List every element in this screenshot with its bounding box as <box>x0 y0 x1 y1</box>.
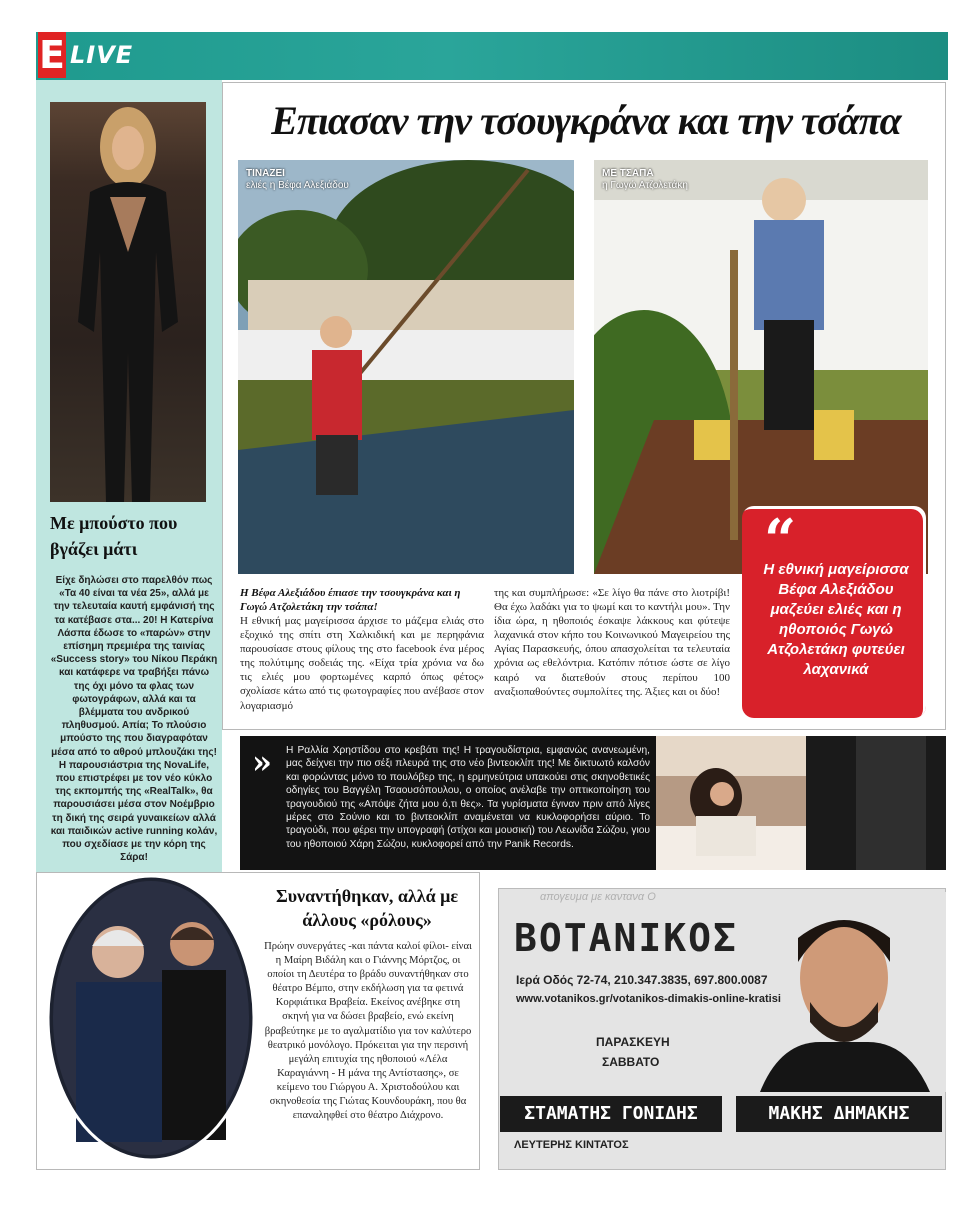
ad-artist-dimakis: ΜΑΚΗΣ ΔΗΜΑΚΗΣ <box>736 1096 942 1132</box>
section-label: LIVE <box>70 41 134 69</box>
main-article-body-col2: της και συμπλήρωσε: «Σε λίγο θα πάνε στο λιοτρίβι! Θα έχω λαδάκι για το ψωμί και το καντήλι μου». Την ίδια ώρα, η ηθοποιός έσκαψε λάκκους και φύτεψε λαχανικά στον κήπο του Κοινωνικού Μαγειρείου της Αγίας Παρασκευής, όπου απασχολείται τα τελευταία χρόνια ως εθελόντρια. Κατόπιν πότισε ώστε σε λίγο καιρό να διατεθούν στους περίπου 100 αναξιοπαθούντες συμπολίτες της. Άξιες και οι δύο! <box>494 587 730 698</box>
strip-quote-icon: » <box>252 743 272 781</box>
photo2-caption-bold: ΜΕ ΤΣΑΠΑ <box>602 168 654 179</box>
pull-quote-text: Η εθνική μαγείρισσα Βέφα Αλεξιάδου μαζεύει ελιές και η ηθοποιός Γωγώ Ατζολετάκη φυτεύει λαχανικά <box>763 561 909 678</box>
left-article-body: Είχε δηλώσει στο παρελθόν πως «Τα 40 είναι τα νέα 25», αλλά με την τελευταία καυτή εμφάνισή της τα κατέβασε στα... 20! Η Κατερίνα Λάσπα έδωσε το «παρών» στην επίσημη πρεμιέρα της ταινίας «Success story» του Νίκου Περάκη και κατάφερε να τραβήξει πάνω της όχι μόνο τα φλας των φωτογράφων, αλλά και τα βλέμματα του ανδρικού πληθυσμού. Απία; Το πλούσιο μπούστο της που διαγραφόταν μέσα από το αθρού μπλουζάκι της! Η παρουσιάστρια της NovaLife, που επιστρέφει με τον νέο κύκλο της εκπομπής της «RealTalk», θα παρουσιάσει μέσα στον Νοέμβριο τη δική της σειρά γυναικείων αλλά και παιδικών active running κολάν, που σχεδίασε με την κόρη της Σάρα! <box>50 575 218 864</box>
main-article-lead: Η Βέφα Αλεξιάδου έπιασε την τσουγκράνα και η Γωγώ Ατζολετάκη την τσάπα! <box>240 587 461 613</box>
section-header-band <box>36 32 948 80</box>
quote-mark-icon: “ <box>764 507 797 573</box>
ad-day-friday: ΠΑΡΑΣΚΕΥΗ <box>596 1035 670 1049</box>
ad-day-saturday: ΣΑΒΒΑΤΟ <box>602 1055 660 1069</box>
photo1-caption: ελιές η Βέφα Αλεξιάδου <box>246 180 349 191</box>
left-article-title: Με μπούστο που βγάζει μάτι <box>50 513 178 559</box>
bottom-article-title: Συναντήθηκαν, αλλά με άλλους «ρόλους» <box>275 886 459 930</box>
bottom-article-body: Πρώην συνεργάτες -και πάντα καλοί φίλοι- είναι η Μαίρη Βιδάλη και ο Γιάννης Μόρτζος, οι οποίοι τη Δευτέρα το βράδυ συναντήθηκαν στο θέατρο Βέμπο, στην εκδήλωση για τα φετινά Κορφιάτικα Βραβεία. Εκείνος ανέβηκε στη σκηνή για να δώσει βραβείο, ενώ εκείνη βραβεύτηκε με το αγαλματίδιο για τον καλύτερο θεατρικό μονόλογο. Πρόκειται για την περσινή μεγάλη επιτυχία της ηθοποιού «Λέλα Καραγιάννη - Η μάνα της Αντίστασης», σε κείμενο του Γιώργου Α. Χριστοδούλου και σκηνοθεσία της Γιώτας Κουνδουράκη, που θα επαναληφθεί στο θέατρο Διάχρονο. <box>264 941 472 1122</box>
main-article-title: Επιασαν την τσουγκράνα και την τσάπα <box>271 98 901 143</box>
ad-brand-name: ΒΟΤΑΝΙΚΟΣ <box>514 916 738 960</box>
ad-supporting-artist: ΛΕΥΤΕΡΗΣ ΚΙΝΤΑΤΟΣ <box>514 1139 629 1151</box>
strip-article-text: Η Ραλλία Χρηστίδου στο κρεβάτι της! Η τραγουδίστρια, εμφανώς ανανεωμένη, μας δείχνει την πιο σέξι πλευρά της στο νέο βιντεοκλίπ της! Με δικτυωτό καλσόν και φορώντας μόνο το πουλόβερ της, η ερμηνεύτρια υπακούει στις σκηνοθετικές οδηγίες του Βαγγέλη Τσαουσόπουλου, ο οποίος ανέλαβε την οπτικοποίηση του τραγουδιού της «Απόψε ζήτα μου ό,τι θες». Τα γυρίσματα έγιναν πριν από λίγες μέρες στο Σούνιο και το βιντεοκλίπ αναμένεται να κυκλοφορήσει αύριο. Το τραγούδι, που φέρει την υπογραφή (στίχοι και μουσική) του Λεωνίδα Σώζου, γιου του ηθοποιού Χάρη Σώζου, κυκλοφορεί από την Panik Records. <box>286 745 650 850</box>
ad-faint-header: απογευμα με καντανα Ο <box>540 891 656 903</box>
ad-address: Ιερά Οδός 72-74, 210.347.3835, 697.800.0087 <box>516 973 768 987</box>
main-article-body-col1: Η εθνική μας μαγείρισσα άρχισε το μάζεμα ελιάς στο εξοχικό της σπίτι στη Χαλκιδική και με περηφάνια παρουσίασε στους φίλους της στο facebook ένα μέρος της πολύτιμης σοδειάς της. «Είχα τρία χρόνια να δω τις ελιές μου φορτωμένες καρπό όπως φέτος» σχολίασε κάτω από τις φωτογραφίες που ανέβασε στον λογαριασμό <box>240 615 484 712</box>
photo-katerina-laspa <box>50 102 206 502</box>
photo-rallia-christidou <box>656 736 946 870</box>
photo2-caption: η Γωγώ Ατζολετάκη <box>602 180 688 191</box>
photo1-caption-bold: ΤΙΝΑΖΕΙ <box>246 168 285 179</box>
photo-vidali-mortzos <box>46 874 256 1162</box>
ad-website: www.votanikos.gr/votanikos-dimakis-online-kratisi <box>516 993 781 1005</box>
ad-artist-gonidis: ΣΤΑΜΑΤΗΣ ΓΟΝΙΔΗΣ <box>500 1096 722 1132</box>
photo-vefa-alexiadou <box>238 160 574 574</box>
magazine-logo: E <box>39 33 65 77</box>
